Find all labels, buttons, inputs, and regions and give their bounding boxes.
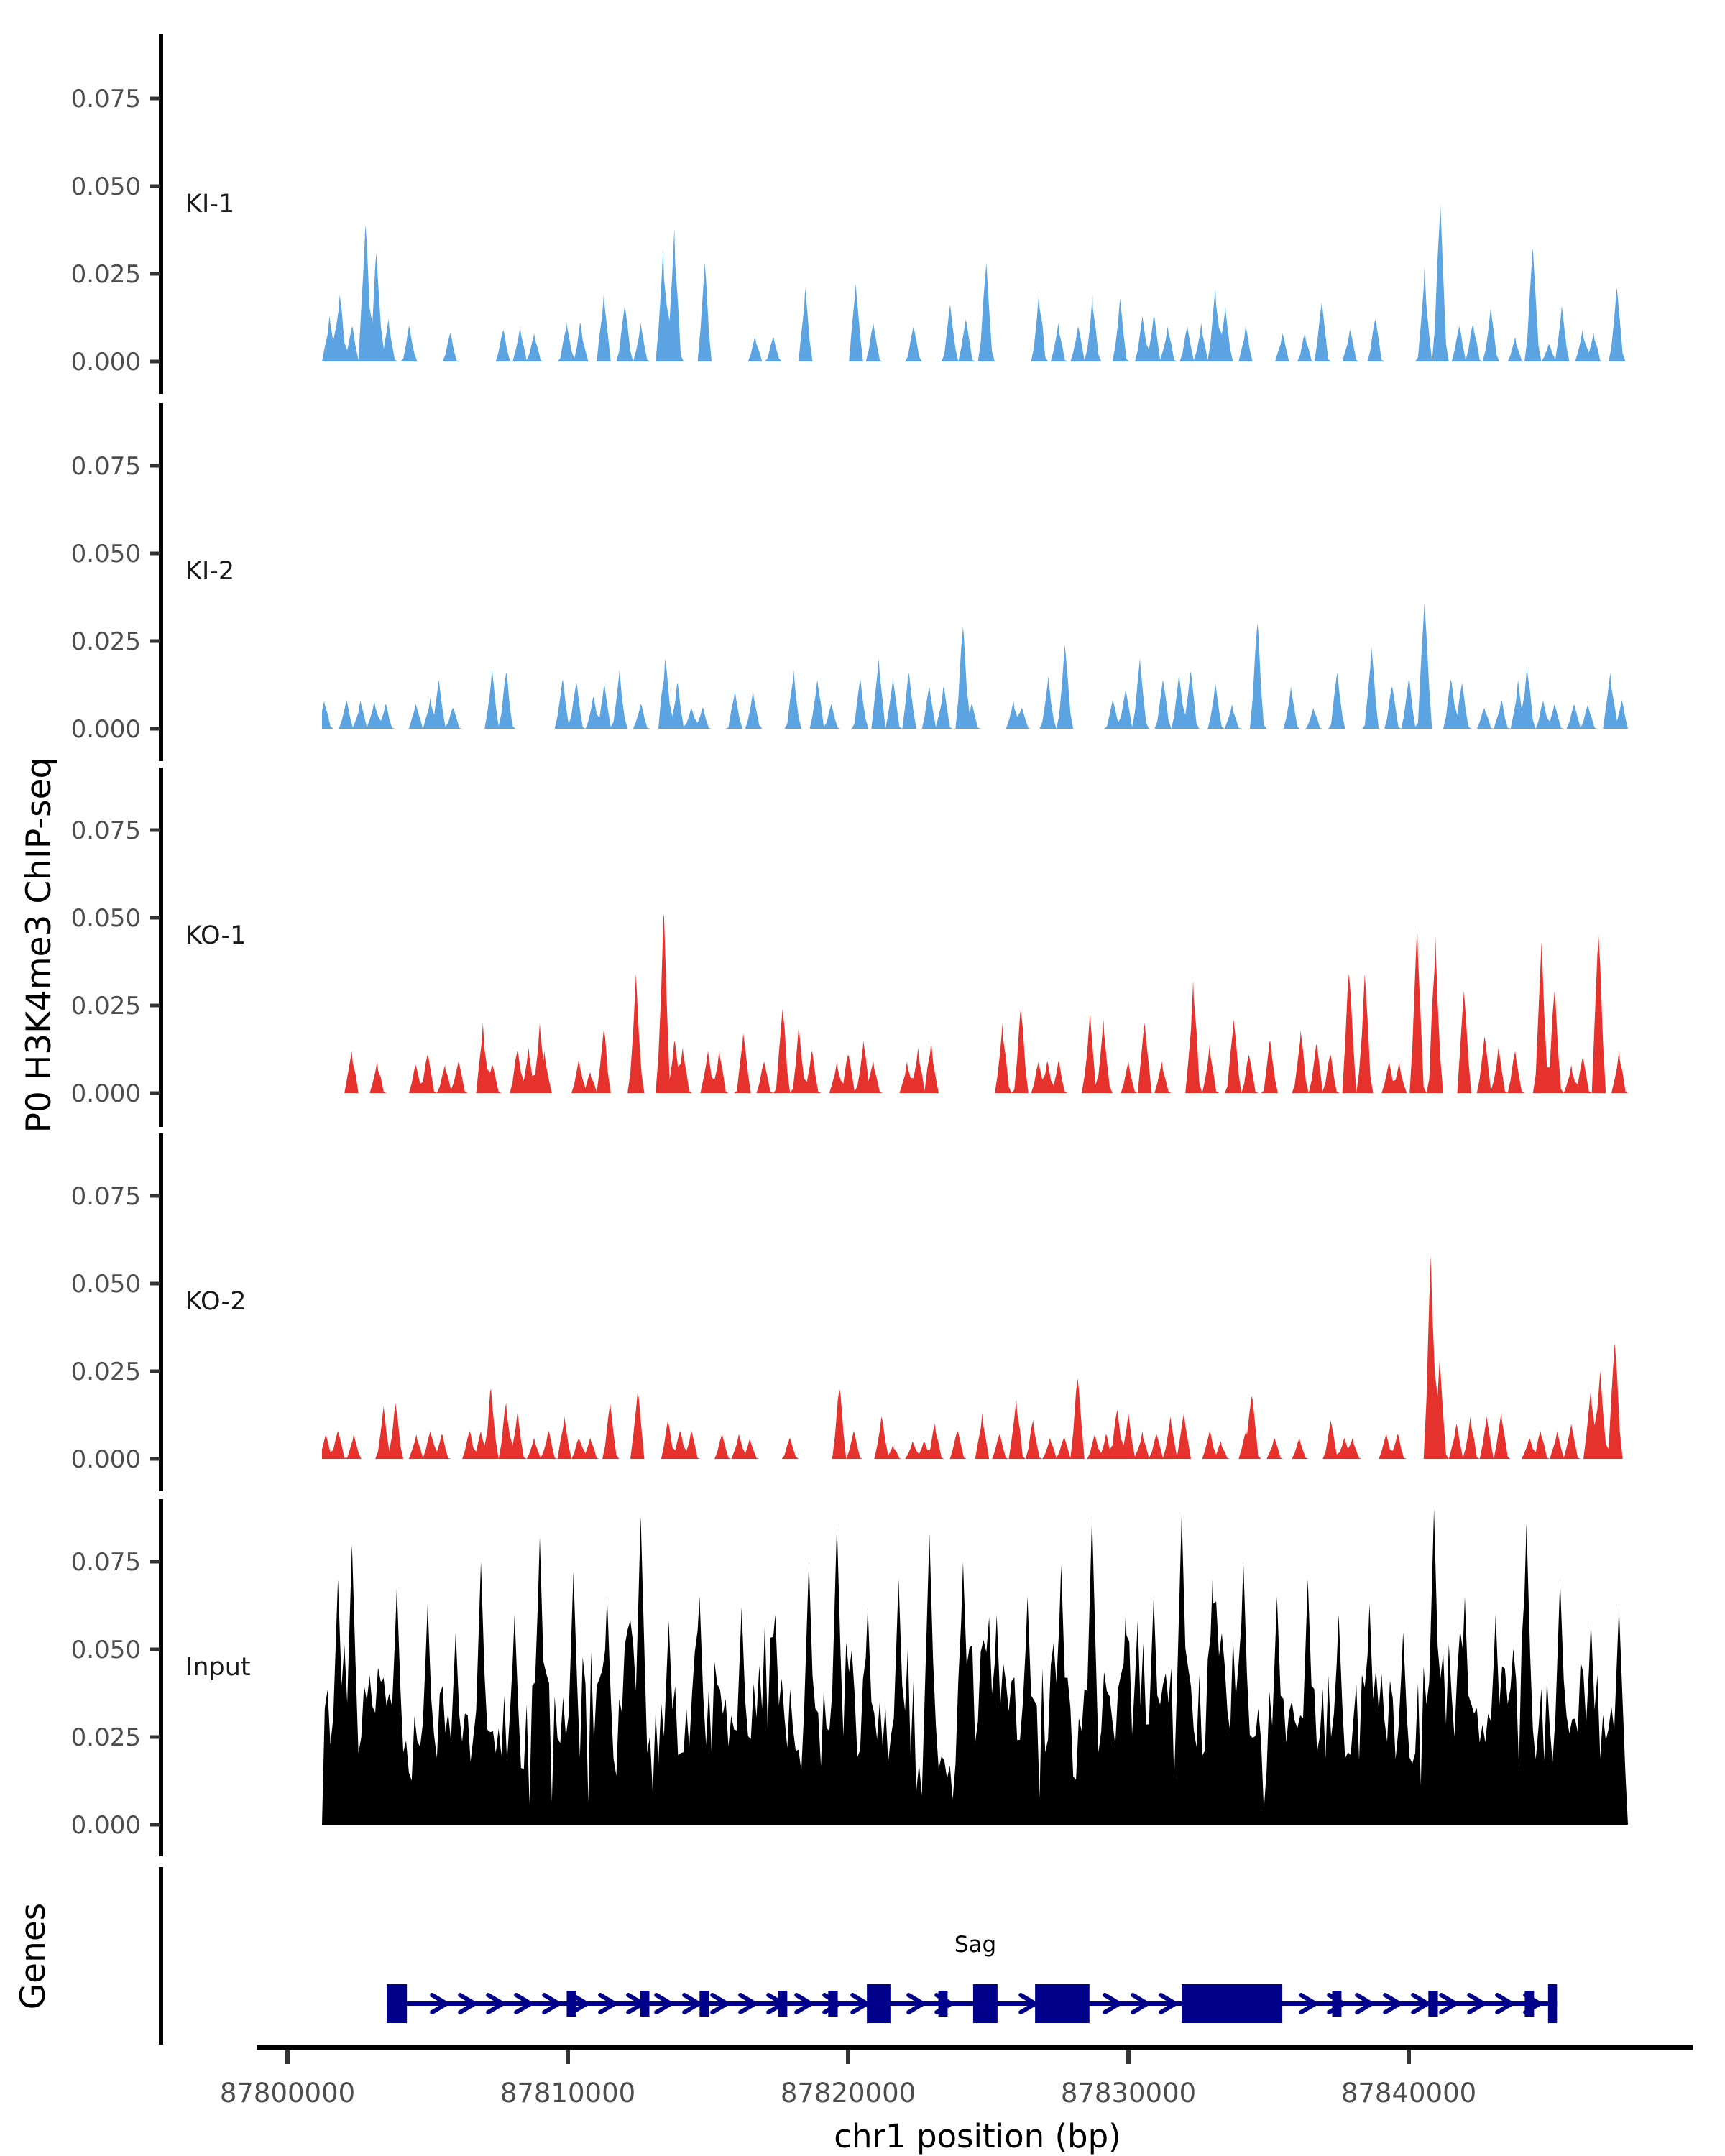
y-tick-label-KI-2-0.050: 0.050 [70,540,141,568]
x-axis-title: chr1 position (bp) [834,2117,1121,2155]
gene-exon [778,1991,788,2017]
gene-model-Sag [387,1984,1557,2023]
y-tick-label-KO-1-0.075: 0.075 [70,816,141,845]
track-panel-KO-1 [71,768,1628,1127]
track-panel-Input [71,1499,1628,1856]
track-label-KO-2: KO-2 [185,1287,247,1316]
gene-exon [939,1991,948,2017]
y-tick-label-KO-2-0.050: 0.050 [70,1270,141,1299]
signal-panels [71,34,1628,1856]
x-tick-label-87810000: 87810000 [500,2078,636,2109]
y-tick-label-Input-0.050: 0.050 [70,1636,141,1664]
coverage-area-KI-2 [322,602,1628,729]
y-tick-label-Input-0.000: 0.000 [70,1811,141,1840]
gene-exon [1182,1984,1282,2023]
y-tick-label-Input-0.075: 0.075 [70,1548,141,1577]
gene-exon [1035,1984,1090,2023]
y-tick-label-KO-2-0.000: 0.000 [70,1445,141,1474]
y-tick-label-KI-1-0.050: 0.050 [70,172,141,201]
x-axis [220,2047,1693,2155]
x-tick-label-87830000: 87830000 [1060,2078,1197,2109]
track-panel-KI-2 [71,403,1628,761]
track-panel-KI-1 [71,34,1628,394]
gene-exon [1524,1991,1534,2017]
gene-exon [973,1984,998,2023]
y-tick-label-KO-2-0.075: 0.075 [70,1182,141,1211]
y-tick-label-KI-2-0.025: 0.025 [70,627,141,656]
track-label-KI-2: KI-2 [185,557,235,586]
y-tick-label-KO-1-0.000: 0.000 [70,1079,141,1108]
x-tick-label-87820000: 87820000 [780,2078,916,2109]
y-tick-label-KI-2-0.000: 0.000 [70,715,141,744]
gene-name-label: Sag [954,1932,997,1958]
track-panel-KO-2 [71,1133,1628,1491]
gene-exon [828,1991,837,2017]
genes-axis-title: Genes [14,1902,53,2010]
coverage-area-KO-2 [322,1256,1628,1459]
y-tick-label-KO-1-0.025: 0.025 [70,992,141,1021]
y-tick-label-KI-1-0.075: 0.075 [70,85,141,114]
y-tick-label-KI-1-0.000: 0.000 [70,348,141,377]
coverage-area-Input [322,1509,1628,1825]
y-tick-label-KO-1-0.050: 0.050 [70,904,141,933]
y-tick-label-Input-0.025: 0.025 [70,1723,141,1752]
coverage-area-KO-1 [322,914,1628,1093]
gene-exon [1548,1984,1557,2023]
gene-exon [566,1991,576,2017]
gene-exon [640,1991,650,2017]
track-label-KI-1: KI-1 [185,190,235,218]
y-tick-label-KI-1-0.025: 0.025 [70,260,141,289]
gene-exon [1428,1991,1438,2017]
y-tick-label-KO-2-0.025: 0.025 [70,1358,141,1386]
gene-panel [161,1867,1557,2045]
track-label-Input: Input [185,1653,251,1682]
x-tick-label-87800000: 87800000 [219,2078,356,2109]
x-axis-ticks [220,2050,1476,2109]
gene-exon [1333,1991,1342,2017]
gene-exon [387,1984,407,2023]
coverage-area-KI-1 [322,205,1628,361]
gene-exon [699,1991,709,2017]
y-axis-title: P0 H3K4me3 ChIP-seq [19,757,59,1133]
gene-exon [867,1984,891,2023]
track-label-KO-1: KO-1 [185,921,247,950]
y-tick-label-KI-2-0.075: 0.075 [70,452,141,481]
x-tick-label-87840000: 87840000 [1340,2078,1477,2109]
